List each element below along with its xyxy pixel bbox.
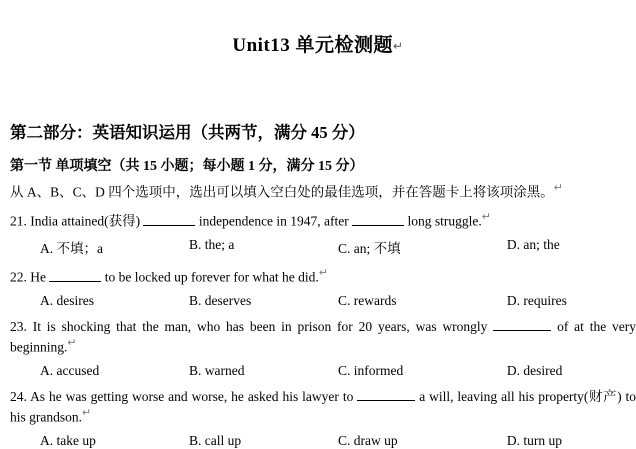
option-c[interactable]: C. an; 不填 — [338, 241, 401, 257]
option-c[interactable]: C. rewards — [338, 292, 397, 308]
question-text-middle: independence in 1947, after — [198, 213, 349, 229]
option-a[interactable]: A. take up — [40, 432, 96, 448]
paragraph-mark-icon: ↵ — [82, 406, 92, 419]
option-b[interactable]: B. warned — [189, 362, 245, 378]
answer-blank — [49, 281, 101, 282]
option-a[interactable]: A. desires — [40, 292, 94, 308]
answer-blank — [493, 330, 551, 331]
option-b[interactable]: B. deserves — [189, 292, 252, 308]
question-text: India attained(获得) — [30, 213, 141, 229]
option-c[interactable]: C. draw up — [338, 432, 398, 448]
question-item — [10, 266, 636, 287]
paragraph-mark-icon: ↵ — [553, 182, 563, 194]
question-text-end: long struggle. — [407, 213, 482, 229]
question-item — [10, 388, 636, 427]
option-row — [10, 293, 636, 309]
option-d[interactable]: D. turn up — [506, 432, 562, 448]
instruction-label: 从 A、B、C、D 四个选项中，选出可以填入空白处的最佳选项，并在答题卡上将该项涂黑。 — [10, 184, 554, 200]
page-title — [0, 30, 636, 57]
section-heading: 第一节 单项填空（共 15 小题；每小题 1 分，满分 15 分） — [10, 159, 364, 174]
paragraph-mark-icon: ↵ — [67, 337, 77, 350]
option-a[interactable]: A. accused — [40, 362, 100, 378]
answer-blank — [143, 225, 195, 226]
option-row — [10, 237, 636, 257]
question-text-end: of at the very beginning. — [10, 318, 636, 355]
paragraph-mark-icon: ↵ — [393, 39, 404, 54]
paragraph-mark-icon: ↵ — [481, 211, 491, 224]
document-page — [0, 30, 636, 448]
question-number: 23. — [10, 318, 27, 334]
option-row — [10, 363, 636, 379]
question-text-end: a will, leaving all his property(财产) to his grandson. — [10, 388, 636, 425]
question-number: 22. — [10, 269, 27, 285]
option-b[interactable]: B. call up — [189, 432, 242, 448]
question-number: 21. — [10, 213, 27, 229]
answer-blank — [357, 400, 415, 401]
option-d[interactable]: D. desired — [506, 362, 563, 378]
instruction-text — [10, 182, 636, 201]
question-text: It is shocking that the man, who has been in prison for 20 years, was wrongly — [32, 318, 488, 334]
question-text: As he was getting worse and worse, he asked his lawyer to — [30, 388, 354, 404]
option-d[interactable]: D. an; the — [506, 237, 560, 253]
paragraph-mark-icon: ↵ — [318, 267, 329, 280]
option-c[interactable]: C. informed — [338, 362, 404, 378]
page-title-text: Unit13 单元检测题 — [232, 35, 394, 56]
option-d[interactable]: D. requires — [506, 292, 567, 308]
question-item — [10, 210, 636, 231]
option-b[interactable]: B. the; a — [189, 237, 235, 253]
question-text: He — [30, 269, 46, 285]
part-heading: 第二部分：英语知识运用（共两节，满分 45 分） — [10, 123, 365, 142]
answer-blank — [352, 225, 404, 226]
question-text-end: to be locked up forever for what he did. — [104, 269, 319, 285]
option-a[interactable]: A. 不填；a — [40, 241, 103, 257]
question-number: 24. — [10, 388, 27, 404]
question-item — [10, 318, 636, 357]
option-row — [10, 433, 636, 449]
